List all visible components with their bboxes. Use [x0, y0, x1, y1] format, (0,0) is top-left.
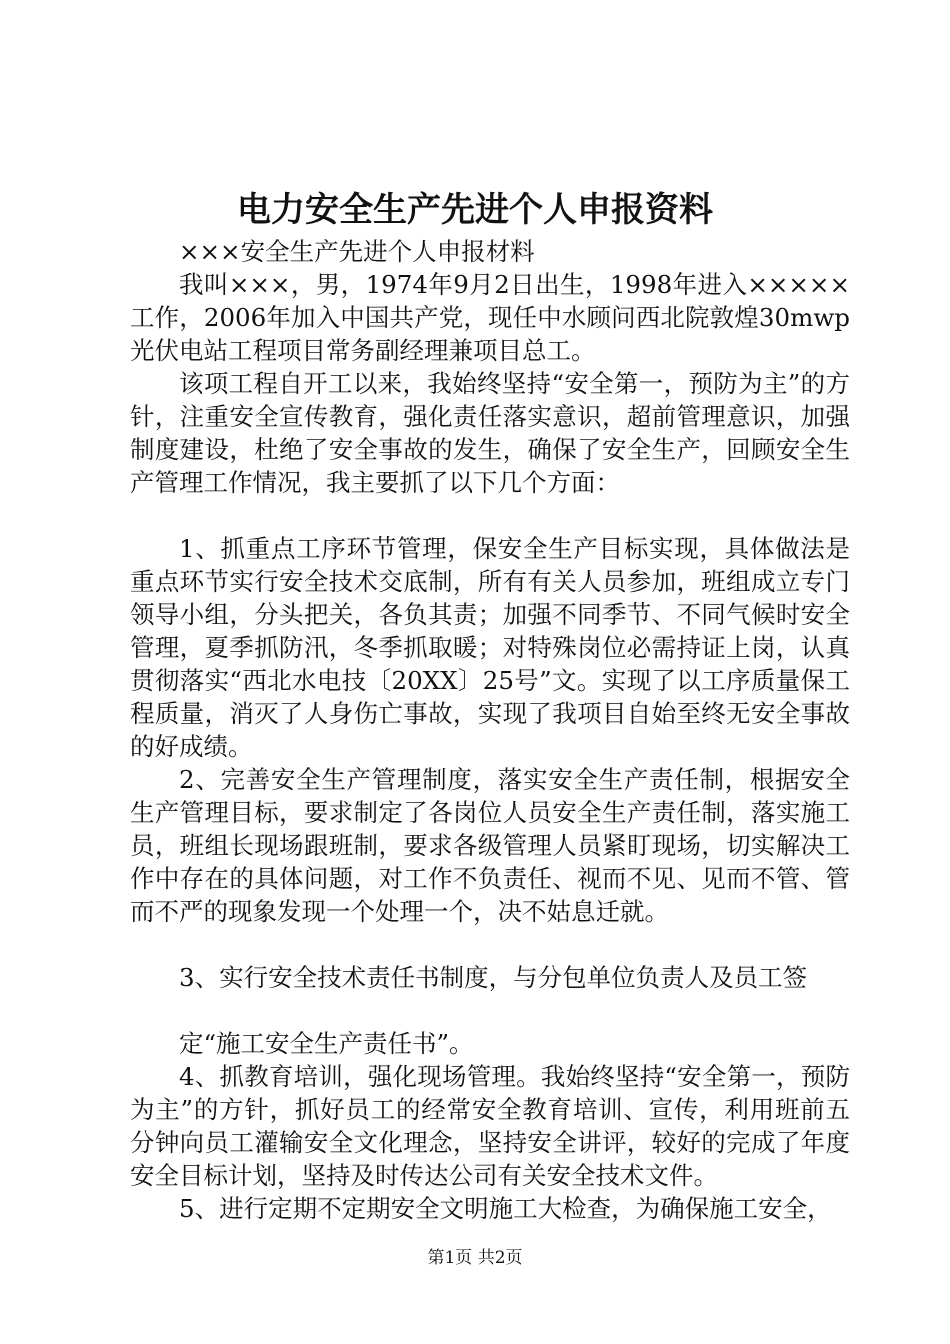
subtitle-line: ×××安全生产先进个人申报材料: [179, 237, 535, 266]
document-body: [130, 235, 850, 1225]
overview-paragraph: 该项工程自开工以来，我始终坚持“安全第一，预防为主”的方针，注重安全宣传教育，强化责任落实意识，超前管理意识，加强制度建设，杜绝了安全事故的发生，确保了安全生产，回顾安全生产管理工作情况，我主要抓了以下几个方面：: [130, 369, 850, 497]
item-2-paragraph: 2、完善安全生产管理制度，落实安全生产责任制，根据安全生产管理目标，要求制定了各岗位人员安全生产责任制，落实施工员，班组长现场跟班制，要求各级管理人员紧盯现场，切实解决工作中存在的具体问题，对工作不负责任、视而不见、见而不管、管而不严的现象发现一个处理一个，决不姑息迁就。: [130, 765, 850, 926]
item-3-paragraph: 3、实行安全技术责任书制度，与分包单位负责人及员工签: [179, 963, 808, 992]
intro-paragraph: 我叫×××，男，1974年9月2日出生，1998年进入×××××工作，2006年加入中国共产党，现任中水顾问西北院敦煌30mwp光伏电站工程项目常务副经理兼项目总工。: [130, 270, 850, 365]
item-5-paragraph: 5、进行定期不定期安全文明施工大检查，为确保施工安全，: [179, 1194, 832, 1223]
item-3-continuation: 定“施工安全生产责任书”。: [179, 1029, 474, 1058]
item-1-paragraph: 1、抓重点工序环节管理，保安全生产目标实现，具体做法是重点环节实行安全技术交底制，所有有关人员参加，班组成立专门领导小组，分头把关，各负其责；加强不同季节、不同气候时安全管理，夏季抓防汛，冬季抓取暖；对特殊岗位必需持证上岗，认真贯彻落实“西北水电技〔20XX〕25号”文。实现了以工序质量保工程质量，消灭了人身伤亡事故，实现了我项目自始至终无安全事故的好成绩。: [130, 534, 850, 761]
page-number-footer: 第1页 共2页: [427, 1248, 523, 1268]
item-4-paragraph: 4、抓教育培训，强化现场管理。我始终坚持“安全第一，预防为主”的方针，抓好员工的经常安全教育培训、宣传，利用班前五分钟向员工灌输安全文化理念，坚持安全讲评，较好的完成了年度安全目标计划，坚持及时传达公司有关安全技术文件。: [130, 1062, 850, 1190]
document-title: 电力安全生产先进个人申报资料: [237, 190, 713, 230]
